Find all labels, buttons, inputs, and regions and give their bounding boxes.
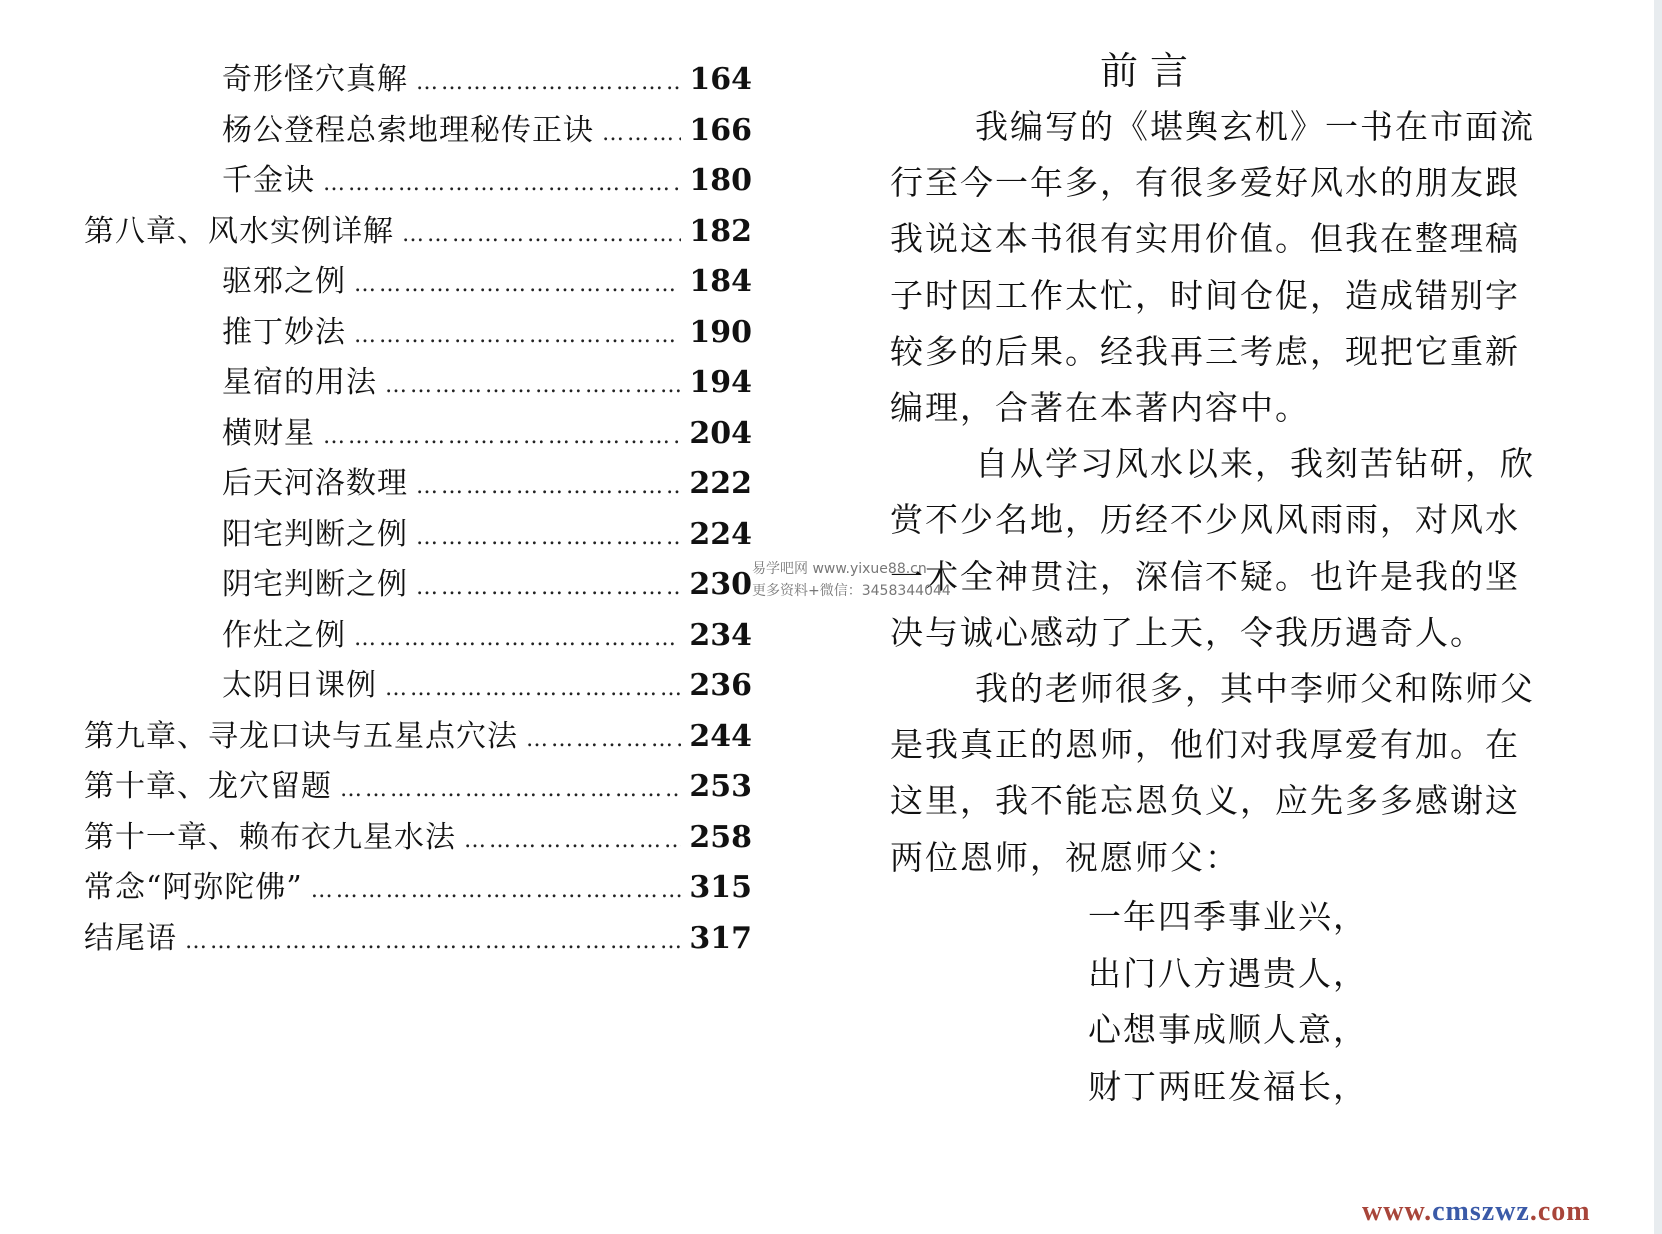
toc-entry-title: 横财星	[222, 416, 315, 451]
toc-entry	[222, 414, 752, 454]
toc-leader-dots	[416, 568, 681, 608]
toc-entry-title: 作灶之例	[222, 618, 346, 653]
toc-entry	[222, 464, 752, 504]
toc-entry	[222, 565, 752, 605]
preface-line: 我编写的《堪舆玄机》一书在市面流	[975, 107, 1535, 146]
toc-entry	[84, 767, 752, 807]
toc-entry-page: 224	[689, 517, 752, 552]
toc-entry-page: 184	[689, 264, 752, 299]
toc-leader-dots	[385, 366, 681, 406]
toc-leader-dots	[416, 518, 681, 558]
toc-leader-dots	[354, 265, 681, 305]
toc-entry-page: 315	[689, 870, 752, 905]
toc-entry-title: 推丁妙法	[222, 315, 346, 350]
toc-entry-page: 222	[689, 466, 752, 501]
toc-entry	[222, 616, 752, 656]
toc-entry-title: 第八章、风水实例详解	[84, 214, 394, 249]
toc-entry	[222, 111, 752, 151]
toc-entry-page: 194	[689, 365, 752, 400]
preface-line: 这里，我不能忘恩负义，应先多多感谢这	[890, 781, 1520, 820]
preface-line: 子时因工作太忙，时间仓促，造成错别字	[890, 276, 1520, 315]
toc-entry-page: 190	[689, 315, 752, 350]
site-watermark-prefix: www.	[1362, 1196, 1433, 1227]
toc-entry	[84, 868, 752, 908]
toc-leader-dots	[354, 316, 681, 356]
toc-entry-page: 180	[689, 163, 752, 198]
preface-line: 是我真正的恩师，他们对我厚爱有加。在	[890, 725, 1520, 764]
toc-leader-dots	[464, 821, 681, 861]
scan-edge	[1654, 0, 1662, 1234]
toc-entry-page: 236	[689, 668, 752, 703]
toc-entry-page: 182	[689, 214, 752, 249]
toc-entry-title: 阴宅判断之例	[222, 567, 408, 602]
toc-leader-dots	[354, 619, 681, 659]
toc-entry-page: 204	[689, 416, 752, 451]
preface-line: 两位恩师，祝愿师父：	[890, 838, 1240, 877]
toc-entry	[84, 919, 752, 959]
toc-entry	[222, 60, 752, 100]
preface-line: 编理，合著在本著内容中。	[890, 388, 1310, 427]
toc-entry	[84, 818, 752, 858]
toc-entry-title: 奇形怪穴真解	[222, 62, 408, 97]
toc-entry-title: 第十一章、赖布衣九星水法	[84, 820, 456, 855]
toc-leader-dots	[416, 467, 681, 507]
toc-entry-title: 杨公登程总索地理秘传正诀	[222, 113, 594, 148]
toc-leader-dots	[385, 669, 681, 709]
toc-entry-page: 258	[689, 820, 752, 855]
preface-line: 赏不少名地，历经不少风风雨雨，对风水	[890, 500, 1520, 539]
toc-entry	[222, 363, 752, 403]
toc-entry-title: 后天河洛数理	[222, 466, 408, 501]
toc-leader-dots	[185, 922, 681, 962]
preface-line: 行至今一年多，有很多爱好风水的朋友跟	[890, 163, 1520, 202]
toc-leader-dots	[602, 114, 681, 154]
preface-line: 我说这本书很有实用价值。但我在整理稿	[890, 219, 1520, 258]
toc-leader-dots	[526, 720, 681, 760]
toc-entry	[222, 515, 752, 555]
toc-entry-page: 166	[689, 113, 752, 148]
site-watermark	[1362, 1196, 1591, 1228]
poem-line: 一年四季事业兴，	[1088, 897, 1368, 936]
toc-page	[0, 0, 800, 1234]
poem-line: 财丁两旺发福长，	[1088, 1067, 1368, 1106]
preface-line: 决与诚心感动了上天，令我历遇奇人。	[890, 613, 1485, 652]
toc-entry-title: 阳宅判断之例	[222, 517, 408, 552]
toc-entry	[222, 161, 752, 201]
toc-entry-title: 结尾语	[84, 921, 177, 956]
toc-leader-dots	[323, 164, 681, 204]
toc-leader-dots	[340, 770, 681, 810]
toc-entry-title: 驱邪之例	[222, 264, 346, 299]
site-watermark-brand: cmszwz	[1432, 1196, 1530, 1227]
toc-entry	[222, 262, 752, 302]
preface-page	[800, 0, 1662, 1234]
toc-entry-title: 第九章、寻龙口诀与五星点穴法	[84, 719, 518, 754]
poem-line: 出门八方遇贵人，	[1088, 954, 1368, 993]
poem-line: 心想事成顺人意，	[1088, 1010, 1368, 1049]
preface-title: 前言	[1100, 49, 1201, 93]
toc-entry-title: 星宿的用法	[222, 365, 377, 400]
toc-leader-dots	[311, 871, 682, 911]
toc-entry-title: 常念“阿弥陀佛”	[84, 870, 303, 905]
toc-entry	[222, 313, 752, 353]
preface-line: 自从学习风水以来，我刻苦钻研，欣	[975, 444, 1535, 483]
toc-entry	[222, 666, 752, 706]
toc-leader-dots	[416, 63, 681, 103]
toc-entry-page: 230	[689, 567, 752, 602]
watermark-line-2: 更多资料+微信：3458344044	[752, 583, 951, 599]
watermark-text	[752, 558, 951, 602]
preface-line: 我的老师很多，其中李师父和陈师父	[975, 669, 1535, 708]
preface-line: 一术全神贯注，深信不疑。也许是我的坚	[890, 557, 1520, 596]
preface-line: 较多的后果。经我再三考虑，现把它重新	[890, 332, 1520, 371]
toc-leader-dots	[323, 417, 681, 457]
toc-entry-page: 317	[689, 921, 752, 956]
toc-entry	[84, 212, 752, 252]
toc-entry	[84, 717, 752, 757]
toc-entry-page: 244	[689, 719, 752, 754]
toc-entry-page: 253	[689, 769, 752, 804]
toc-leader-dots	[402, 215, 681, 255]
toc-entry-title: 太阴日课例	[222, 668, 377, 703]
toc-entry-title: 第十章、龙穴留题	[84, 769, 332, 804]
watermark-line-1: 易学吧网 www.yixue88.cn	[752, 561, 927, 577]
toc-entry-page: 234	[689, 618, 752, 653]
toc-entry-title: 千金诀	[222, 163, 315, 198]
site-watermark-suffix: .com	[1529, 1196, 1591, 1227]
toc-entry-page: 164	[689, 62, 752, 97]
